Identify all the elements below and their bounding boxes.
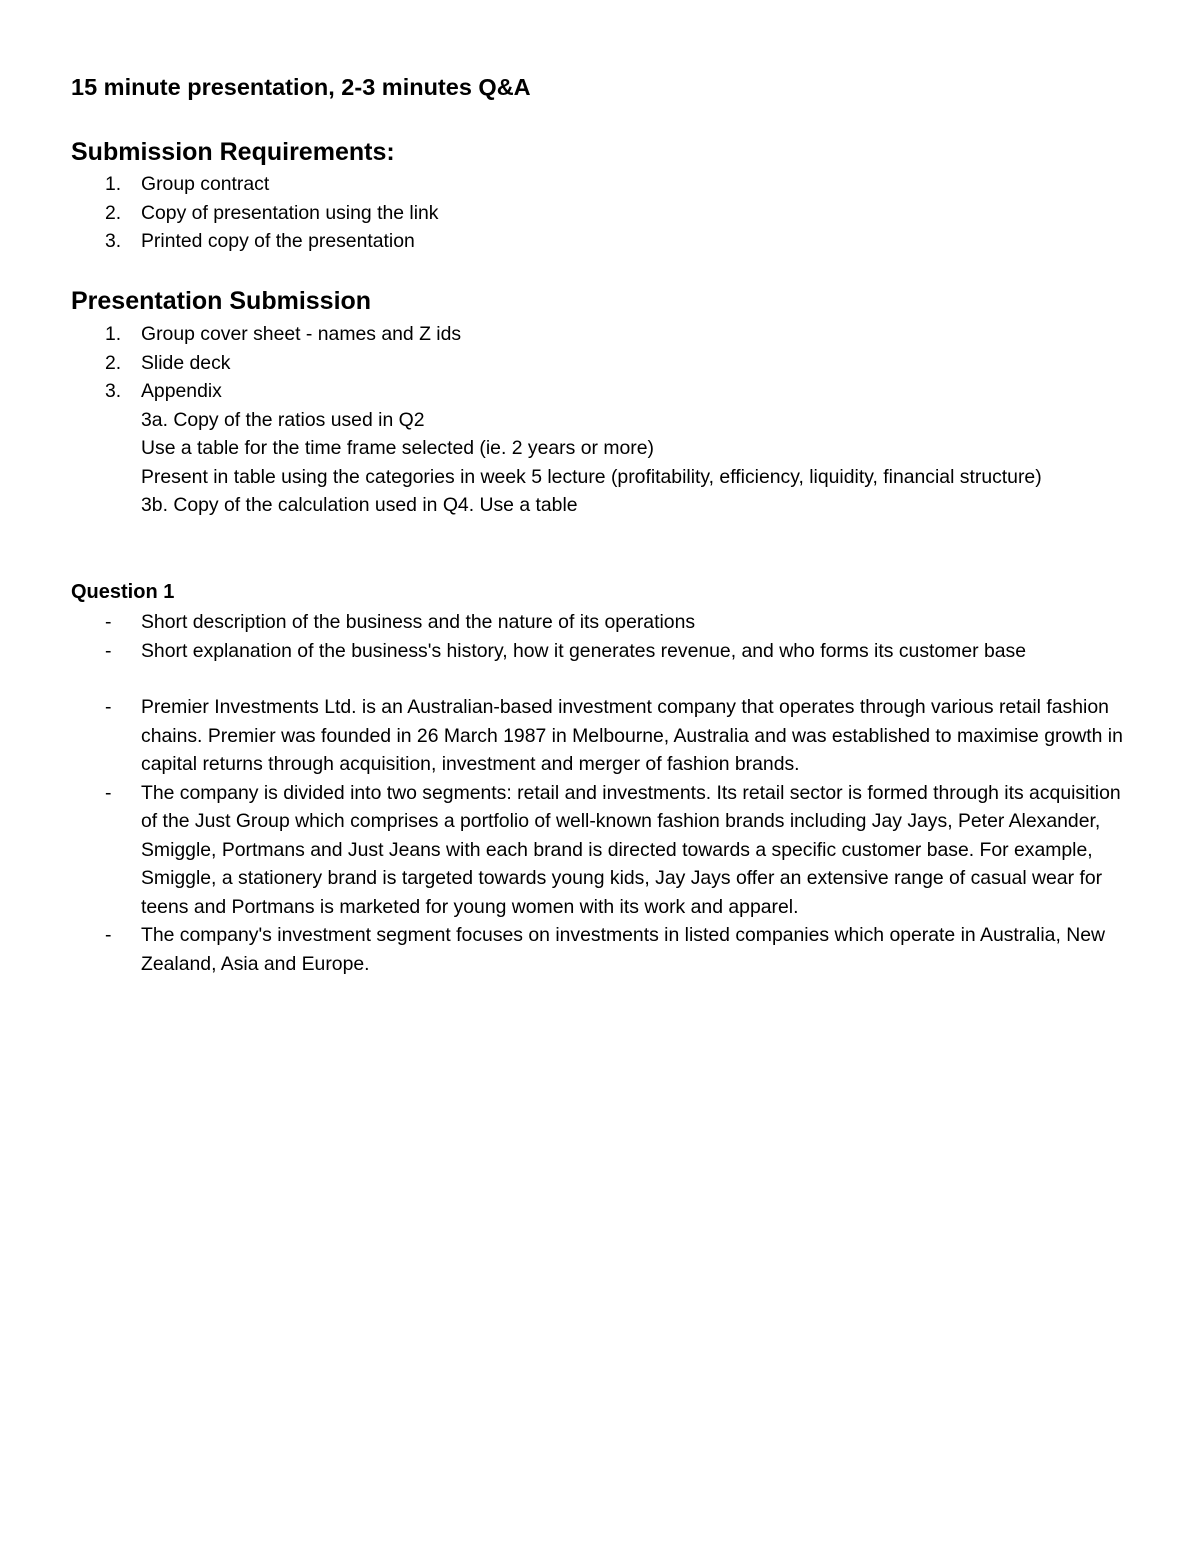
- list-marker: 3.: [105, 380, 122, 402]
- list-marker: -: [105, 639, 112, 662]
- list-marker: 3.: [105, 230, 122, 252]
- list-item-text: The company's investment segment focuses on investments in listed companies which operate in Australia, New Zealand, Asia and Europe.: [141, 924, 1106, 975]
- list-marker: 2.: [105, 351, 122, 374]
- list-spacer: [71, 665, 1141, 693]
- list-item: [71, 693, 1141, 779]
- submission-requirements-list: [71, 170, 1141, 256]
- list-marker: -: [105, 924, 112, 946]
- list-item: [71, 170, 1141, 199]
- submission-requirements-heading: Submission Requirements:: [71, 138, 395, 166]
- list-marker: 1.: [105, 323, 122, 345]
- appendix-line: Present in table using the categories in week 5 lecture (profitability, efficiency, liquidity, financial structure): [141, 465, 1042, 488]
- list-marker: 1.: [105, 173, 122, 195]
- list-item: [71, 227, 1141, 256]
- appendix-line: 3b. Copy of the calculation used in Q4. Use a table: [141, 494, 578, 516]
- appendix-line: Use a table for the time frame selected (ie. 2 years or more): [141, 437, 654, 459]
- list-item-text: Copy of presentation using the link: [141, 201, 439, 224]
- presentation-submission-heading: Presentation Submission: [71, 287, 372, 315]
- list-item: [71, 349, 1141, 378]
- list-item-text: The company is divided into two segments: retail and investments. Its retail sector is formed through its acquisition of the Just Group which comprises a portfolio of well-known fashion brands including Jay Jays, Peter Alexander, Smiggle, Portmans and Just Jeans with each brand is directed towards a specific customer base. For example, Smiggle, a stationery brand is targeted towards young kids, Jay Jays offer an extensive range of casual wear for teens and Portmans is marketed for young women with its work and apparel.: [141, 781, 1121, 918]
- list-item: [71, 377, 1141, 520]
- list-item-text: Appendix: [141, 380, 222, 402]
- list-marker: -: [105, 696, 112, 718]
- list-item-text: Premier Investments Ltd. is an Australian-based investment company that operates through various retail fashion chains. Premier was founded in 26 March 1987 in Melbourne, Australia and was established to maximise growth in capital returns through acquisition, investment and merger of fashion brands.: [141, 696, 1123, 775]
- list-marker: 2.: [105, 201, 122, 224]
- list-item-text: Slide deck: [141, 351, 231, 374]
- list-item: [71, 608, 1141, 637]
- presentation-submission-list: [71, 320, 1141, 520]
- question-1-heading: Question 1: [71, 581, 175, 603]
- list-item: [71, 779, 1141, 922]
- list-item-text: Group contract: [141, 173, 270, 195]
- question-1-list: [71, 608, 1141, 978]
- list-item-text: Printed copy of the presentation: [141, 230, 415, 252]
- list-item: [71, 199, 1141, 228]
- list-item-text: Short description of the business and the nature of its operations: [141, 611, 696, 633]
- appendix-line: 3a. Copy of the ratios used in Q2: [141, 408, 425, 431]
- list-item: [71, 320, 1141, 349]
- list-item-text: Short explanation of the business's history, how it generates revenue, and who forms its customer base: [141, 639, 1027, 662]
- list-item: [71, 637, 1141, 666]
- list-item-text: Group cover sheet - names and Z ids: [141, 323, 462, 345]
- list-item: [71, 921, 1141, 978]
- list-marker: -: [105, 611, 112, 633]
- document-title: 15 minute presentation, 2-3 minutes Q&A: [71, 74, 531, 100]
- list-marker: -: [105, 781, 112, 804]
